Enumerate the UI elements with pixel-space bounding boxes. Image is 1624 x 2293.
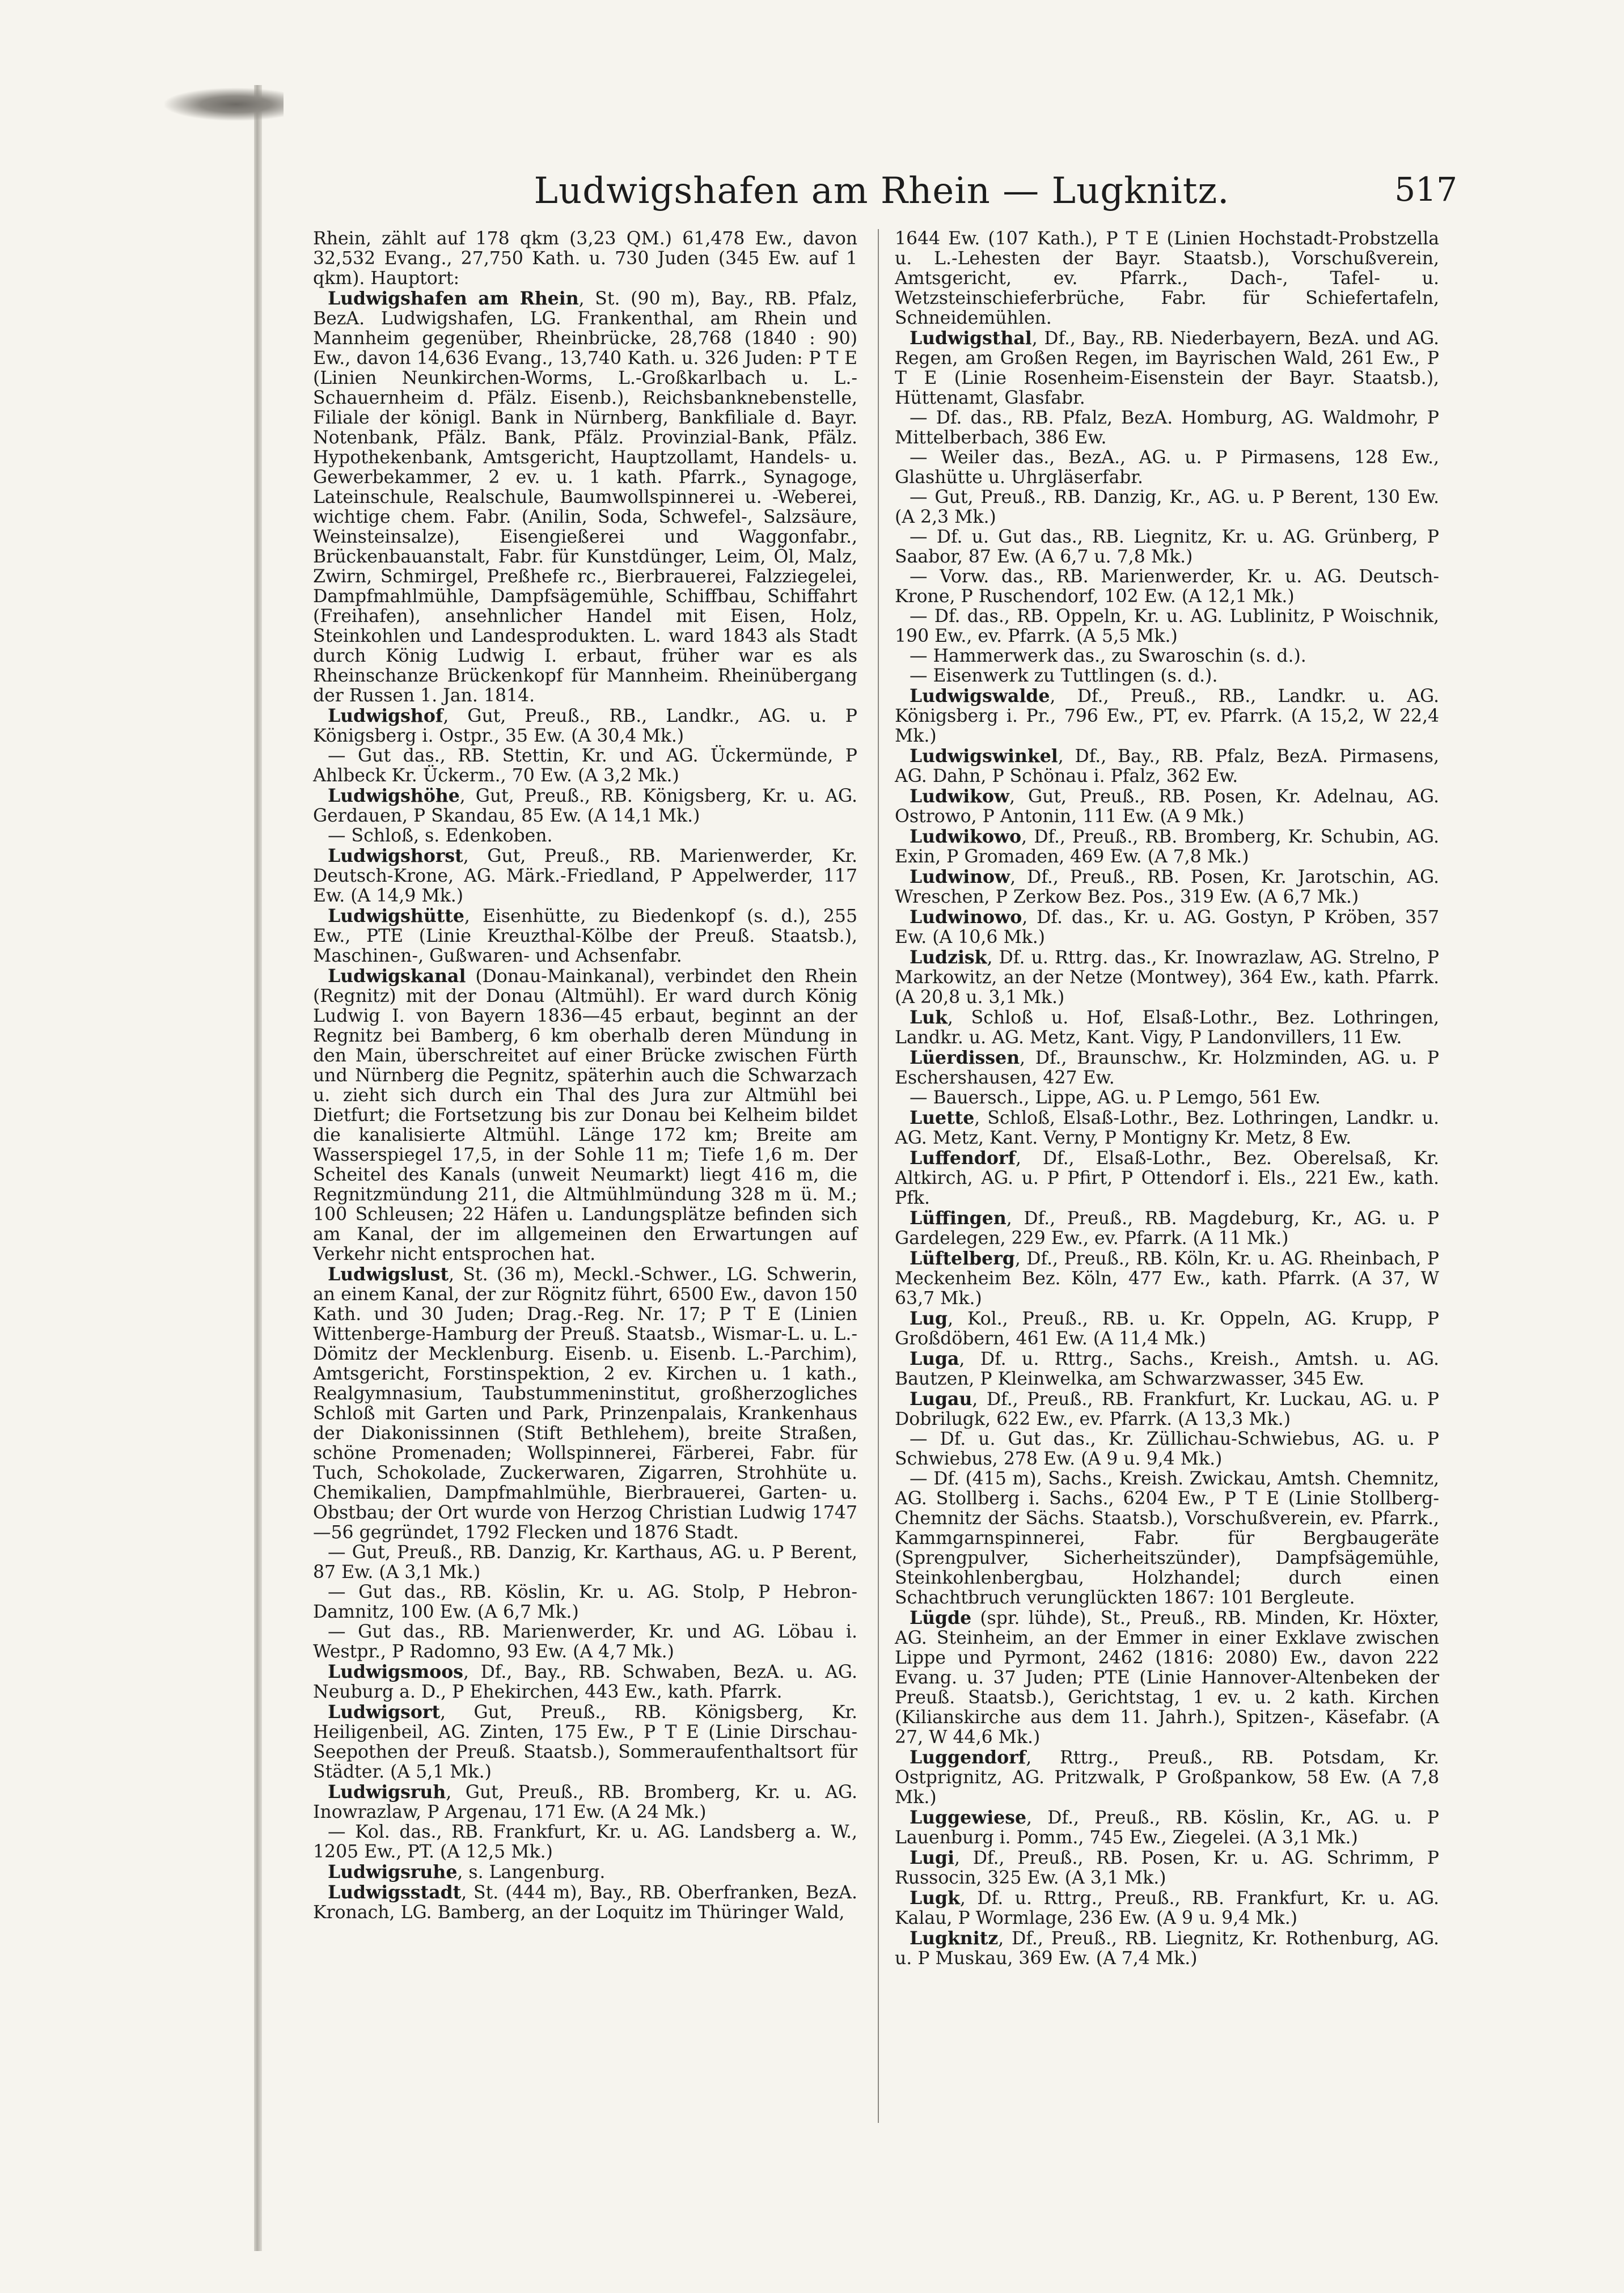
entry-headword: Ludwigshöhe — [328, 785, 460, 806]
gazetteer-entry — [895, 1148, 1439, 1208]
entry-headword: Lugknitz — [910, 1928, 999, 1949]
gazetteer-entry — [313, 906, 857, 966]
page-number: 517 — [1394, 170, 1457, 209]
gazetteer-entry — [313, 1862, 857, 1882]
entry-text: — Kol. das., RB. Frankfurt, Kr. u. AG. Landsberg a. W., 1205 Ew., PT. (A 12,5 Mk.) — [313, 1822, 857, 1862]
entry-text: — Gut das., RB. Stettin, Kr. und AG. Ückermünde, P Ahlbeck Kr. Ückerm., 70 Ew. (A 3,2 Mk.) — [313, 746, 857, 786]
gazetteer-entry — [895, 1848, 1439, 1888]
entry-text: , Gut, Preuß., RB. Posen, Kr. Adelnau, AG. Ostrowo, P Antonin, 111 Ew. (A 9 Mk.) — [895, 786, 1439, 827]
entry-text: , Gut, Preuß., RB. Marienwerder, Kr. Deutsch-Krone, AG. Märk.-Friedland, P Appelwerder, 117 Ew. (A 14,9 Mk.) — [313, 846, 857, 906]
entry-text: , Df., Preuß., RB. Liegnitz, Kr. Rothenburg, AG. u. P Muskau, 369 Ew. (A 7,4 Mk.) — [895, 1928, 1439, 1969]
entry-text: 1644 Ew. (107 Kath.), P T E (Linien Hochstadt-Probstzella u. L.-Lehesten der Bayr. Staatsb.), Vorschußverein, Amtsgericht, ev. Pfarrk., Dach-, Tafel- u. Wetzsteinschieferbrüche, Fabr. für Schiefertafeln, Schneidemühlen. — [895, 229, 1439, 328]
entry-headword: Lüerdissen — [910, 1047, 1020, 1068]
entry-text: — Gut das., RB. Köslin, Kr. u. AG. Stolp, P Hebron-Damnitz, 100 Ew. (A 6,7 Mk.) — [313, 1582, 857, 1622]
entry-text: , Gut, Preuß., RB. Königsberg, Kr. u. AG. Gerdauen, P Skandau, 85 Ew. (A 14,1 Mk.) — [313, 786, 857, 826]
gazetteer-entry — [895, 488, 1439, 527]
entry-headword: Ludwikowo — [910, 826, 1022, 847]
entry-text: , Df., Elsaß-Lothr., Bez. Oberelsaß, Kr. Altkirch, AG. u. P Pfirt, P Ottendorf i. Els., 221 Ew., kath. Pfk. — [895, 1148, 1439, 1208]
gazetteer-entry — [895, 827, 1439, 867]
entry-text: — Df. (415 m), Sachs., Kreish. Zwickau, Amtsh. Chemnitz, AG. Stollberg i. Sachs., 6204 Ew., P T E (Linie Stollberg-Chemnitz der Sächs. Staatsb.), Vorschußverein, ev. Pfarrk., Kammgarnspinnerei, Fabr. für Bergbaugeräte (Sprengpulver, Sicherheitszünder), Dampfsägemühle, Steinkohlenbergbau, Holzhandel; durch einen Schachtbruch verunglückten 1867: 101 Bergleute. — [895, 1469, 1439, 1608]
entry-text: — Gut das., RB. Marienwerder, Kr. und AG. Löbau i. Westpr., P Radomno, 93 Ew. (A 4,7 Mk.) — [313, 1622, 857, 1662]
gazetteer-entry — [313, 746, 857, 786]
right-column — [895, 229, 1439, 1969]
gazetteer-entry — [313, 1264, 857, 1543]
entry-text: , Df., Bay., RB. Niederbayern, BezA. und AG. Regen, am Großen Regen, im Bayrischen Wald, 261 Ew., P T E (Linie Rosenheim-Eisenstein der Bayr. Staatsb.), Hüttenamt, Glasfabr. — [895, 328, 1439, 408]
entry-text: , Kol., Preuß., RB. u. Kr. Oppeln, AG. Krupp, P Großdöbern, 461 Ew. (A 11,4 Mk.) — [895, 1309, 1439, 1349]
entry-text: , Df., Preuß., RB. Bromberg, Kr. Schubin, AG. Exin, P Gromaden, 469 Ew. (A 7,8 Mk.) — [895, 827, 1439, 867]
entry-headword: Luggewiese — [910, 1807, 1027, 1828]
entry-text: , Df. u. Rttrg., Preuß., RB. Frankfurt, Kr. u. AG. Kalau, P Wormlage, 236 Ew. (A 9 u. 9,4 Mk.) — [895, 1888, 1439, 1928]
entry-text: , St. (444 m), Bay., RB. Oberfranken, BezA. Kronach, LG. Bamberg, an der Loquitz im Thüringer Wald, — [313, 1882, 857, 1923]
gazetteer-entry — [313, 1622, 857, 1662]
entry-headword: Luggendorf — [910, 1747, 1026, 1768]
entry-headword: Lüffingen — [910, 1208, 1006, 1229]
entry-text: , St. (90 m), Bay., RB. Pfalz, BezA. Ludwigshafen, LG. Frankenthal, am Rhein und Mannheim gegenüber, Rheinbrücke, 28,768 (1840 : 90) Ew., davon 14,636 Evang., 13,740 Kath. u. 326 Juden: P T E (Linien Neunkirchen-Worms, L.-Großkarlbach u. L.-Schauernheim d. Pfälz. Eisenb.), Reichsbanknebenstelle, Filiale der königl. Bank in Nürnberg, Bankfiliale d. Bayr. Notenbank, Pfälz. Bank, Pfälz. Provinzial-Bank, Pfälz. Hypothekenbank, Amtsgericht, Hauptzollamt, Handels- u. Gewerbekammer, 2 ev. u. 1 kath. Pfarrk., Synagoge, Lateinschule, Realschule, Baumwollspinnerei u. -Weberei, wichtige chem. Fabr. (Anilin, Soda, Schwefel-, Salzsäure, Weinsteinsalze), Eisengießerei und Waggonfabr., Brückenbauanstalt, Fabr. für Kunstdünger, Leim, Öl, Malz, Zwirn, Schmirgel, Preßhefe rc., Bierbrauerei, Falzziegelei, Dampfmahlmühle, Dampfsägemühle, Schiffbau, Schiffahrt (Freihafen), ansehnlicher Handel mit Eisen, Holz, Steinkohlen und Landesprodukten. L. ward 1843 als Stadt durch König Ludwig I. erbaut, früher war es als Rheinschanze Brückenkopf für Mannheim. Rheinübergang der Russen 1. Jan. 1814. — [313, 289, 858, 706]
entry-headword: Lugau — [910, 1389, 972, 1410]
entry-headword: Luffendorf — [910, 1148, 1016, 1169]
book-binding-edge — [254, 85, 262, 2251]
entry-headword: Lugk — [910, 1888, 960, 1909]
entry-text: , Df. u. Rttrg., Sachs., Kreish., Amtsh. u. AG. Bautzen, P Kleinwelka, am Schwarzwasser, 345 Ew. — [895, 1349, 1439, 1389]
entry-text: — Weiler das., BezA., AG. u. P Pirmasens, 128 Ew., Glashütte u. Uhrgläserfabr. — [895, 447, 1439, 488]
gazetteer-entry — [895, 746, 1439, 786]
gazetteer-entry — [895, 786, 1439, 827]
gazetteer-entry — [895, 607, 1439, 646]
entry-text: Rhein, zählt auf 178 qkm (3,23 QM.) 61,478 Ew., davon 32,532 Evang., 27,750 Kath. u. 730 Juden (345 Ew. auf 1 qkm). Hauptort: — [313, 229, 857, 289]
gazetteer-entry — [895, 1888, 1439, 1928]
entry-text: , Df., Preuß., RB. Posen, Kr. Jarotschin, AG. Wreschen, P Zerkow Bez. Pos., 319 Ew. (A 6,7 Mk.) — [895, 867, 1439, 907]
entry-text: , Df., Braunschw., Kr. Holzminden, AG. u. P Eschershausen, 427 Ew. — [895, 1048, 1439, 1088]
entry-headword: Ludwinowo — [910, 907, 1022, 928]
entry-text: — Df. u. Gut das., Kr. Züllichau-Schwiebus, AG. u. P Schwiebus, 278 Ew. (A 9 u. 9,4 Mk.) — [895, 1429, 1439, 1469]
gazetteer-entry — [895, 646, 1439, 666]
entry-text: , Df., Preuß., RB. Posen, Kr. u. AG. Schrimm, P Russocin, 325 Ew. (A 3,1 Mk.) — [895, 1848, 1439, 1888]
gazetteer-entry — [895, 1928, 1439, 1969]
entry-text: (Donau-Mainkanal), verbindet den Rhein (Regnitz) mit der Donau (Altmühl). Er ward durch König Ludwig I. von Bayern 1836—45 erbaut, beginnt an der Regnitz bei Bamberg, 6 km oberhalb deren Mündung in den Main, überschreitet auf einer Brücke zwischen Fürth und Nürnberg die Pegnitz, späterhin auch die Schwarzach u. zieht sich durch ein Thal des Jura zur Altmühl bei Dietfurt; die Fortsetzung bis zur Donau bei Kelheim bildet die kanalisierte Altmühl. Länge 172 km; Breite am Wasserspiegel 17,5, in der Sohle 11 m; Tiefe 1,6 m. Der Scheitel des Kanals (unweit Neumarkt) liegt 416 m, die Regnitzmündung 211, die Altmühlmündung 328 m ü. M.; 100 Schleusen; 22 Häfen u. Landungsplätze befinden sich am Kanal, der im allgemeinen den Erwartungen auf Verkehr nicht entsprochen hat. — [313, 966, 857, 1264]
gazetteer-entry — [313, 1782, 857, 1822]
page-header — [306, 170, 1457, 221]
scan-smudge — [164, 88, 284, 121]
gazetteer-entry — [895, 527, 1439, 567]
entry-text: — Bauersch., Lippe, AG. u. P Lemgo, 561 Ew. — [910, 1088, 1321, 1108]
gazetteer-entry — [895, 1608, 1439, 1748]
gazetteer-entry — [895, 1008, 1439, 1048]
entry-headword: Ludwikow — [910, 786, 1010, 807]
entry-text: , Df., Bay., RB. Schwaben, BezA. u. AG. Neuburg a. D., P Ehekirchen, 443 Ew., kath. Pfarrk. — [313, 1662, 857, 1702]
gazetteer-entry — [895, 1748, 1439, 1808]
entry-headword: Ludwigshütte — [328, 906, 464, 926]
gazetteer-entry — [895, 1249, 1439, 1309]
entry-headword: Luga — [910, 1348, 959, 1369]
gazetteer-entry — [895, 907, 1439, 947]
gazetteer-entry — [895, 867, 1439, 907]
gazetteer-entry — [313, 1702, 857, 1782]
gazetteer-entry — [895, 1108, 1439, 1148]
entry-text: , Schloß, Elsaß-Lothr., Bez. Lothringen, Landkr. u. AG. Metz, Kant. Verny, P Montigny Kr. Metz, 8 Ew. — [895, 1108, 1439, 1148]
entry-headword: Ludwinow — [910, 866, 1010, 887]
gazetteer-entry — [895, 1309, 1439, 1349]
entry-headword: Lugi — [910, 1847, 955, 1868]
entry-text: — Df. das., RB. Oppeln, Kr. u. AG. Lublinitz, P Woischnik, 190 Ew., ev. Pfarrk. (A 5,5 Mk.) — [895, 606, 1439, 646]
entry-text: , Eisenhütte, zu Biedenkopf (s. d.), 255 Ew., PTE (Linie Kreuzthal-Kölbe der Preuß. Staatsb.), Maschinen-, Gußwaren- und Achsenfabr. — [313, 906, 857, 966]
entry-text: , Df. u. Rttrg. das., Kr. Inowrazlaw, AG. Strelno, P Markowitz, an der Netze (Montwey), 364 Ew., kath. Pfarrk. (A 20,8 u. 3,1 Mk.) — [895, 947, 1439, 1008]
gazetteer-entry — [895, 408, 1439, 448]
gazetteer-entry — [313, 289, 857, 706]
entry-headword: Ludwigslust — [328, 1264, 449, 1285]
entry-headword: Ludwigshof — [328, 705, 443, 726]
entry-text: , Df., Preuß., RB. Köslin, Kr., AG. u. P Lauenburg i. Pomm., 745 Ew., Ziegelei. (A 3,1 Mk.) — [895, 1808, 1439, 1848]
entry-text: , Df., Bay., RB. Pfalz, BezA. Pirmasens, AG. Dahn, P Schönau i. Pfalz, 362 Ew. — [895, 746, 1439, 786]
entry-headword: Ludwigsort — [328, 1702, 441, 1723]
gazetteer-entry — [895, 1048, 1439, 1088]
entry-text: , Df., Preuß., RB. Frankfurt, Kr. Luckau, AG. u. P Dobrilugk, 622 Ew., ev. Pfarrk. (A 13,3 Mk.) — [895, 1389, 1439, 1429]
entry-text: — Vorw. das., RB. Marienwerder, Kr. u. AG. Deutsch-Krone, P Ruschendorf, 102 Ew. (A 12,1 Mk.) — [895, 566, 1439, 607]
entry-headword: Lug — [910, 1308, 948, 1329]
gazetteer-entry — [313, 229, 857, 289]
gazetteer-entry — [313, 786, 857, 826]
entry-text: (spr. lühde), St., Preuß., RB. Minden, Kr. Höxter, AG. Steinheim, an der Emmer in einer Exklave zwischen Lippe und Pyrmont, 2462 (1816: 2080) Ew., davon 222 Evang. u. 37 Juden; PTE (Linie Hannover-Altenbeken der Preuß. Staatsb.), Gerichtstag, 1 ev. u. 2 kath. Kirchen (Kilianskirche aus dem 11. Jahrh.), Spitzen-, Käsefabr. (A 27, W 44,6 Mk.) — [895, 1608, 1439, 1748]
entry-text: — Gut, Preuß., RB. Danzig, Kr., AG. u. P Berent, 130 Ew. (A 2,3 Mk.) — [895, 487, 1439, 527]
entry-text: , Schloß u. Hof, Elsaß-Lothr., Bez. Lothringen, Landkr. u. AG. Metz, Kant. Vigy, P Landonvillers, 11 Ew. — [895, 1008, 1439, 1048]
gazetteer-entry — [895, 666, 1439, 686]
entry-text: — Hammerwerk das., zu Swaroschin (s. d.). — [910, 646, 1306, 666]
gazetteer-entry — [895, 1208, 1439, 1249]
gazetteer-entry — [895, 229, 1439, 328]
gazetteer-entry — [895, 448, 1439, 488]
entry-headword: Lüftelberg — [910, 1248, 1015, 1269]
entry-text: — Df. u. Gut das., RB. Liegnitz, Kr. u. AG. Grünberg, P Saabor, 87 Ew. (A 6,7 u. 7,8 Mk.) — [895, 527, 1439, 567]
entry-text: , Rttrg., Preuß., RB. Potsdam, Kr. Ostprignitz, AG. Pritzwalk, P Großpankow, 58 Ew. (A 7,8 Mk.) — [895, 1748, 1439, 1808]
entry-text: , St. (36 m), Meckl.-Schwer., LG. Schwerin, an einem Kanal, der zur Rögnitz führt, 6500 Ew., davon 150 Kath. und 30 Juden; Drag.-Reg. Nr. 17; P T E (Linien Wittenberge-Hamburg der Preuß. Staatsb., Wismar-L. u. L.-Dömitz der Mecklenburg. Eisenb. u. Eisenb. L.-Parchim), Amtsgericht, Forstinspektion, 2 ev. Kirchen u. 1 kath., Realgymnasium, Taubstummeninstitut, großherzogliches Schloß mit Garten und Park, Prinzenpalais, Krankenhaus der Diakonissinnen (Stift Bethlehem), breite Straßen, schöne Promenaden; Wollspinnerei, Färberei, Fabr. für Tuch, Schokolade, Zuckerwaren, Zigarren, Strohhüte u. Chemikalien, Dampfmahlmühle, Bierbrauerei, Garten- u. Obstbau; der Ort wurde von Herzog Christian Ludwig 1747—56 gegründet, 1792 Flecken und 1876 Stadt. — [313, 1264, 857, 1543]
gazetteer-entry — [313, 826, 857, 846]
entry-headword: Ludwigshafen am Rhein — [328, 288, 579, 309]
gazetteer-entry — [313, 1662, 857, 1702]
entry-text: — Gut, Preuß., RB. Danzig, Kr. Karthaus, AG. u. P Berent, 87 Ew. (A 3,1 Mk.) — [313, 1542, 857, 1583]
entry-headword: Ludwigswalde — [910, 686, 1050, 706]
entry-text: — Df. das., RB. Pfalz, BezA. Homburg, AG. Waldmohr, P Mittelberbach, 386 Ew. — [895, 408, 1439, 448]
entry-text: , s. Langenburg. — [457, 1862, 606, 1882]
entry-text: , Gut, Preuß., RB. Königsberg, Kr. Heiligenbeil, AG. Zinten, 175 Ew., P T E (Linie Dirschau-Seepothen der Preuß. Staatsb.), Sommeraufenthaltsort für Städter. (A 5,1 Mk.) — [313, 1702, 857, 1782]
gazetteer-entry — [895, 1088, 1439, 1108]
entry-headword: Ludwigswinkel — [910, 746, 1058, 767]
entry-text: , Gut, Preuß., RB. Bromberg, Kr. u. AG. Inowrazlaw, P Argenau, 171 Ew. (A 24 Mk.) — [313, 1782, 857, 1822]
entry-headword: Luk — [910, 1007, 948, 1028]
gazetteer-entry — [895, 1808, 1439, 1848]
gazetteer-entry — [313, 846, 857, 906]
entry-headword: Ludwigskanal — [328, 966, 466, 987]
column-divider — [878, 229, 879, 2123]
entry-text: , Df., Preuß., RB. Köln, Kr. u. AG. Rheinbach, P Meckenheim Bez. Köln, 477 Ew., kath. Pfarrk. (A 37, W 63,7 Mk.) — [895, 1249, 1439, 1309]
gazetteer-entry — [313, 1882, 857, 1923]
entry-headword: Ludwigshorst — [328, 845, 463, 866]
entry-headword: Ludwigsthal — [910, 328, 1032, 349]
gazetteer-entry — [313, 966, 857, 1264]
entry-text: — Schloß, s. Edenkoben. — [328, 826, 553, 846]
entry-headword: Ludwigsruhe — [328, 1862, 458, 1882]
entry-text: , Gut, Preuß., RB., Landkr., AG. u. P Königsberg i. Ostpr., 35 Ew. (A 30,4 Mk.) — [313, 706, 857, 746]
entry-headword: Ludwigsmoos — [328, 1661, 464, 1682]
left-column — [313, 229, 857, 1923]
gazetteer-entry — [895, 328, 1439, 408]
entry-headword: Luette — [910, 1107, 975, 1128]
entry-headword: Lügde — [910, 1607, 972, 1628]
entry-text: , Df., Preuß., RB., Landkr. u. AG. Königsberg i. Pr., 796 Ew., PT, ev. Pfarrk. (A 15,2, W 22,4 Mk.) — [895, 686, 1439, 746]
entry-headword: Ludzisk — [910, 947, 987, 968]
entry-text: , Df. das., Kr. u. AG. Gostyn, P Kröben, 357 Ew. (A 10,6 Mk.) — [895, 907, 1439, 947]
entry-text: , Df., Preuß., RB. Magdeburg, Kr., AG. u. P Gardelegen, 229 Ew., ev. Pfarrk. (A 11 Mk.) — [895, 1208, 1439, 1249]
gazetteer-entry — [313, 1822, 857, 1862]
entry-text: — Eisenwerk zu Tuttlingen (s. d.). — [910, 666, 1218, 686]
gazetteer-entry — [895, 1429, 1439, 1469]
gazetteer-entry — [895, 1389, 1439, 1429]
running-title: Ludwigshafen am Rhein — Lugknitz. — [534, 170, 1230, 212]
gazetteer-entry — [895, 686, 1439, 746]
gazetteer-entry — [895, 947, 1439, 1008]
gazetteer-entry — [895, 567, 1439, 607]
gazetteer-entry — [313, 706, 857, 746]
gazetteer-entry — [895, 1349, 1439, 1389]
gazetteer-entry — [895, 1469, 1439, 1608]
gazetteer-entry — [313, 1543, 857, 1583]
entry-headword: Ludwigsruh — [328, 1782, 446, 1803]
entry-headword: Ludwigsstadt — [328, 1882, 462, 1903]
gazetteer-entry — [313, 1583, 857, 1622]
